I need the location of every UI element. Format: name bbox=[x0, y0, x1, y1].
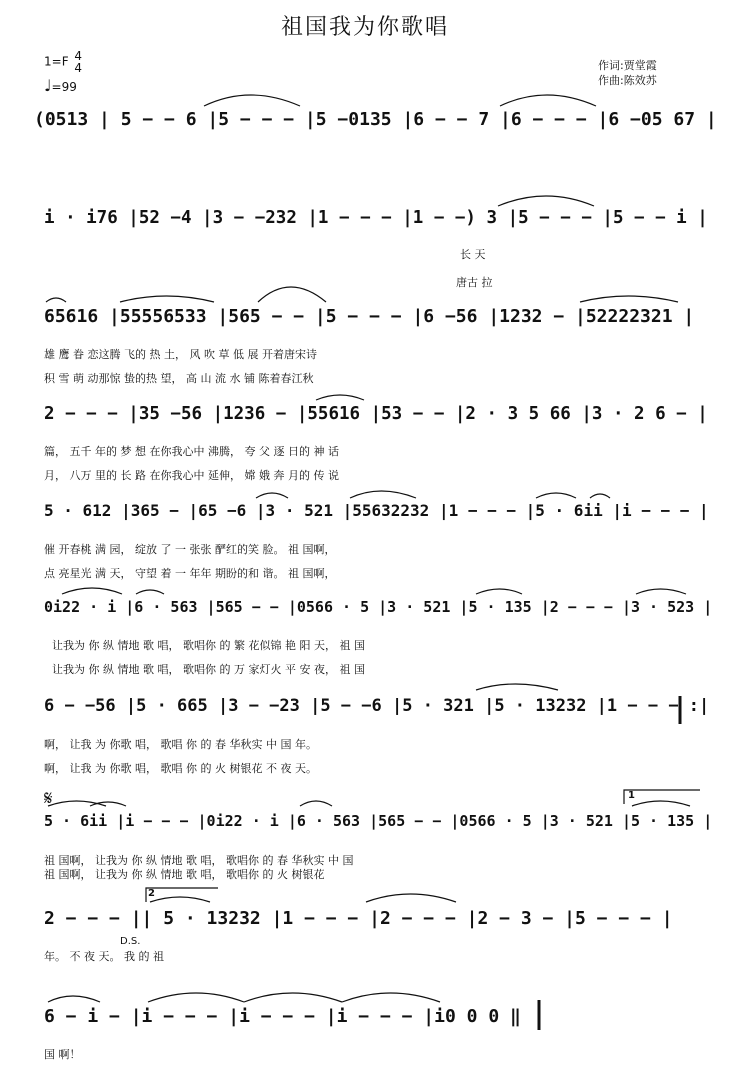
volta-1-label: 1 bbox=[628, 790, 635, 801]
slur bbox=[536, 493, 576, 498]
slur bbox=[148, 993, 244, 1002]
slur bbox=[476, 589, 522, 594]
slur bbox=[150, 897, 210, 902]
notes-system-9: 2 − − − || 5 · 13232 |1 − − − |2 − − − |2 − 3 − |5 − − − | bbox=[44, 908, 673, 929]
lyric-system-5-verse-1: 催 开春桃 满 园， 绽放 了 一 张张 酽红的笑 脸。 祖 国啊， bbox=[44, 543, 336, 556]
slur bbox=[342, 993, 440, 1002]
notes-system-3: 65616 |55556533 |565 − − |5 − − − |6 −56 |1232 − |52222321 | bbox=[44, 306, 695, 327]
slur bbox=[632, 801, 690, 806]
notes-system-6: 0i22 · i |6 · 563 |565 − − |0566 · 5 |3 · 521 |5 · 135 |2 − − − |3 · 523 | bbox=[44, 598, 713, 616]
notes-system-2: i · i76 |52 −4 |3 − −232 |1 − − − |1 − −) 3 |5 − − − |5 − − i | bbox=[44, 208, 708, 228]
key-label: 1=F bbox=[44, 54, 69, 69]
lyric-system-6-verse-1: 让我为 你 纵 情地 歌 唱， 歌唱你 的 繁 花似锦 艳 阳 天， 祖 国 bbox=[52, 639, 365, 652]
lyric-system-7-verse-2: 啊， 让我 为 你歌 唱， 歌唱 你 的 火 树银花 不 夜 天。 bbox=[44, 762, 317, 775]
slur bbox=[62, 588, 122, 594]
lyric-system-3-verse-1: 雄 鹰 眷 恋这腾 飞的 热 土， 风 吹 草 低 展 开着唐宋诗 bbox=[44, 348, 317, 361]
lyric-system-2-verse-2: 唐古 拉 bbox=[456, 276, 493, 289]
lyric-system-3-verse-2: 积 雪 萌 动那惊 蛰的热 望， 高 山 流 水 铺 陈着春江秋 bbox=[44, 372, 314, 385]
slur bbox=[258, 287, 326, 302]
slur bbox=[350, 491, 416, 498]
slur bbox=[580, 296, 678, 302]
slur bbox=[590, 494, 610, 498]
lyric-system-4-verse-1: 篇， 五千 年的 梦 想 在你我心中 沸腾， 夸 父 逐 日的 神 话 bbox=[44, 445, 339, 458]
composer: 作曲:陈效苏 bbox=[598, 74, 657, 87]
notes-system-7: 6 − −56 |5 · 665 |3 − −23 |5 − −6 |5 · 321 |5 · 13232 |1 − − − :| bbox=[44, 696, 710, 716]
lyric-system-8-verse-1: 祖 国啊， 让我为 你 纵 情地 歌 唱， 歌唱你 的 春 华秋实 中 国 bbox=[44, 854, 354, 867]
slur bbox=[316, 395, 364, 400]
slur bbox=[48, 996, 100, 1002]
tempo-value: =99 bbox=[51, 80, 77, 94]
volta-1-bracket bbox=[624, 790, 700, 804]
lyric-system-9: 年。 不 夜 天。 我 的 祖 bbox=[44, 950, 164, 963]
ds-marking: D.S. bbox=[120, 936, 141, 947]
lyric-system-7-verse-1: 啊， 让我 为 你歌 唱， 歌唱 你 的 春 华秋实 中 国 年。 bbox=[44, 738, 317, 751]
song-title: 祖国我为你歌唱 bbox=[280, 15, 449, 40]
notes-system-5: 5 · 612 |365 − |65 −6 |3 · 521 |55632232 |1 − − − |5 · 6ii |i − − − | bbox=[44, 501, 709, 520]
slur bbox=[476, 684, 558, 690]
lyric-system-5-verse-2: 点 亮星光 满 天， 守望 着 一 年年 期盼的和 谐。 祖 国啊， bbox=[44, 567, 336, 580]
time-top: 4 bbox=[74, 49, 83, 63]
lyric-system-10: 国 啊！ bbox=[44, 1048, 81, 1061]
time-bottom: 4 bbox=[74, 61, 83, 75]
lyric-system-2-verse-1: 长 天 bbox=[460, 248, 486, 261]
slur bbox=[636, 589, 686, 594]
lyric-system-8-verse-2: 祖 国啊， 让我为 你 纵 情地 歌 唱， 歌唱你 的 火 树银花 bbox=[44, 868, 325, 881]
slur bbox=[366, 894, 456, 902]
slur bbox=[300, 801, 332, 806]
slur bbox=[500, 95, 596, 106]
notes-system-4: 2 − − − |35 −56 |1236 − |55616 |53 − − |2 · 3 5 66 |3 · 2 6 − | bbox=[44, 404, 708, 424]
notes-system-8: 5 · 6ii |i − − − |0i22 · i |6 · 563 |565 − − |0566 · 5 |3 · 521 |5 · 135 | bbox=[44, 812, 713, 830]
notes-system-10: 6 − i − |i − − − |i − − − |i − − − |i0 0 0 ‖ bbox=[44, 1006, 521, 1027]
slur bbox=[120, 296, 214, 302]
volta-2-label: 2 bbox=[148, 888, 155, 899]
slur bbox=[498, 196, 594, 206]
lyric-system-4-verse-2: 月， 八万 里的 长 路 在你我心中 延伸， 嫦 娥 奔 月的 传 说 bbox=[44, 469, 339, 482]
segno-icon: 𝄋 bbox=[44, 786, 53, 810]
notes-system-1: (0513 | 5 − − 6 |5 − − − |5 −0135 |6 − − 7 |6 − − − |6 −05 67 | bbox=[34, 109, 717, 130]
slur bbox=[46, 298, 66, 302]
slur bbox=[204, 95, 300, 106]
quarter-note-icon: ♩ bbox=[44, 76, 52, 95]
slur bbox=[136, 590, 164, 594]
lyric-system-6-verse-2: 让我为 你 纵 情地 歌 唱， 歌唱你 的 万 家灯火 平 安 夜， 祖 国 bbox=[52, 663, 365, 676]
slur bbox=[244, 993, 342, 1002]
lyricist: 作词:贾堂霞 bbox=[598, 59, 657, 72]
slur bbox=[256, 493, 288, 498]
